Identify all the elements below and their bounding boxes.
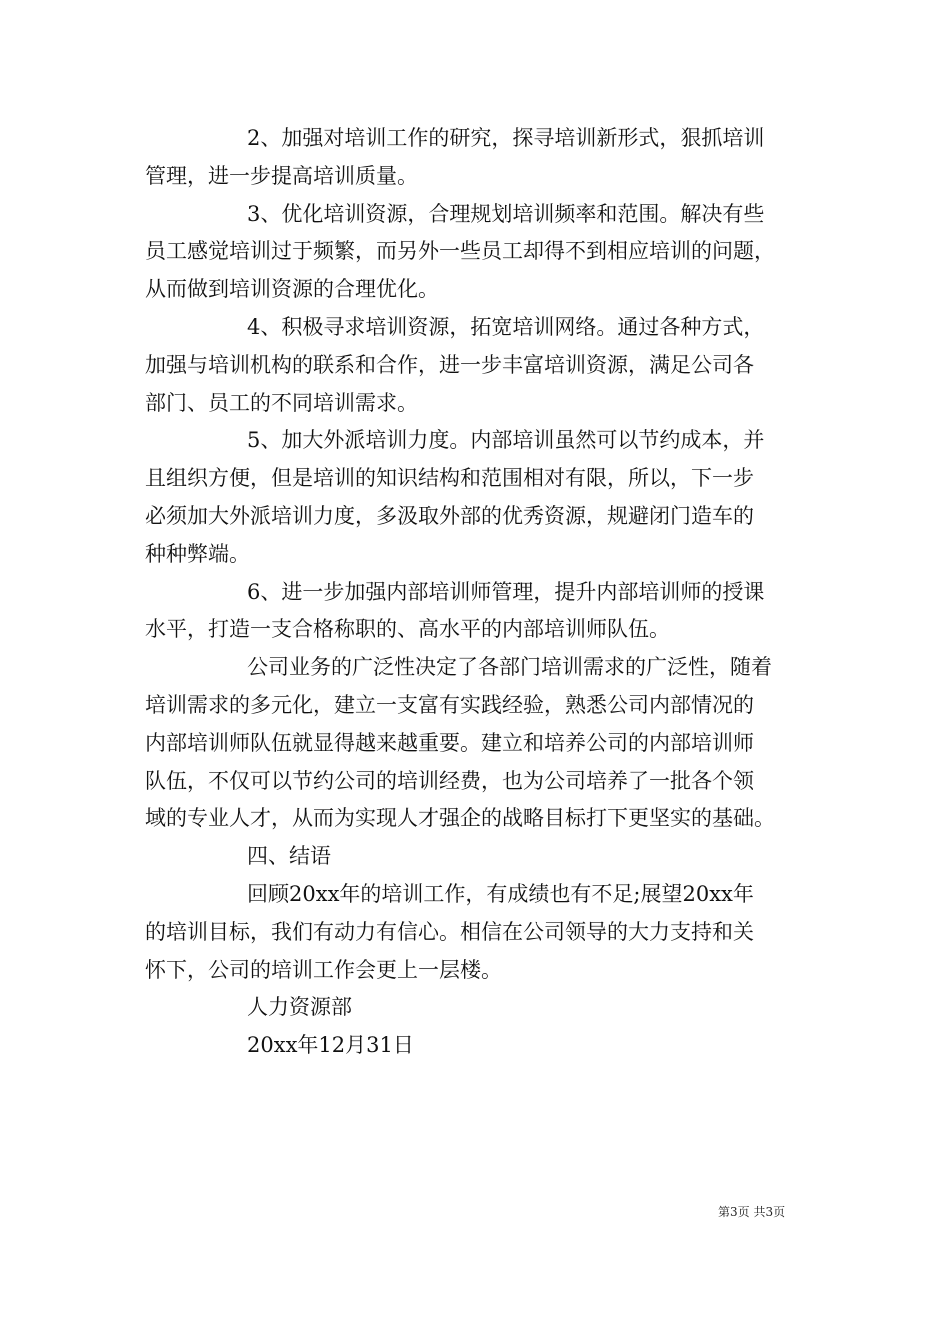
paragraph-item-5-line: 5、加大外派培训力度。内部培训虽然可以节约成本，并 [247, 428, 765, 453]
paragraph-conclusion-line: 回顾20xx年的培训工作，有成绩也有不足;展望20xx年 [247, 881, 754, 906]
paragraph-item-5-line: 种种弊端。 [145, 541, 250, 566]
paragraph-trainers-line: 内部培训师队伍就显得越来越重要。建立和培养公司的内部培训师 [145, 730, 754, 755]
paragraph-trainers-line: 队伍，不仅可以节约公司的培训经费，也为公司培养了一批各个领 [145, 768, 754, 793]
paragraph-item-2-line: 管理，进一步提高培训质量。 [145, 163, 418, 188]
paragraph-trainers-line: 培训需求的多元化，建立一支富有实践经验，熟悉公司内部情况的 [145, 692, 754, 717]
paragraph-item-3-line: 员工感觉培训过于频繁，而另外一些员工却得不到相应培训的问题， [145, 239, 775, 264]
paragraph-item-3-line: 3、优化培训资源，合理规划培训频率和范围。解决有些 [247, 201, 765, 226]
paragraph-item-3-line: 从而做到培训资源的合理优化。 [145, 277, 439, 302]
paragraph-trainers-line: 公司业务的广泛性决定了各部门培训需求的广泛性，随着 [247, 655, 772, 680]
page-number: 第3页 共3页 [718, 1205, 786, 1219]
paragraph-trainers-line: 域的专业人才，从而为实现人才强企的战略目标打下更坚实的基础。 [145, 806, 775, 831]
paragraph-item-5-line: 必须加大外派培训力度，多汲取外部的优秀资源，规避闭门造车的 [145, 503, 754, 528]
paragraph-item-5-line: 且组织方便，但是培训的知识结构和范围相对有限，所以，下一步 [145, 466, 754, 491]
section-heading: 四、结语 [247, 844, 331, 869]
document-body [145, 120, 810, 1065]
signature-department: 人力资源部 [247, 995, 352, 1020]
paragraph-item-4-line: 部门、员工的不同培训需求。 [145, 390, 418, 415]
paragraph-item-4-line: 加强与培训机构的联系和合作，进一步丰富培训资源，满足公司各 [145, 352, 754, 377]
paragraph-item-2-line: 2、加强对培训工作的研究，探寻培训新形式，狠抓培训 [247, 126, 765, 150]
paragraph-item-6-line: 水平，打造一支合格称职的、高水平的内部培训师队伍。 [145, 617, 670, 642]
paragraph-item-4-line: 4、积极寻求培训资源，拓宽培训网络。通过各种方式， [247, 314, 765, 339]
paragraph-item-6-line: 6、进一步加强内部培训师管理，提升内部培训师的授课 [247, 579, 765, 604]
signature-date: 20xx年12月31日 [247, 1033, 414, 1058]
paragraph-conclusion-line: 的培训目标，我们有动力有信心。相信在公司领导的大力支持和关 [145, 919, 754, 944]
paragraph-conclusion-line: 怀下，公司的培训工作会更上一层楼。 [145, 957, 502, 982]
